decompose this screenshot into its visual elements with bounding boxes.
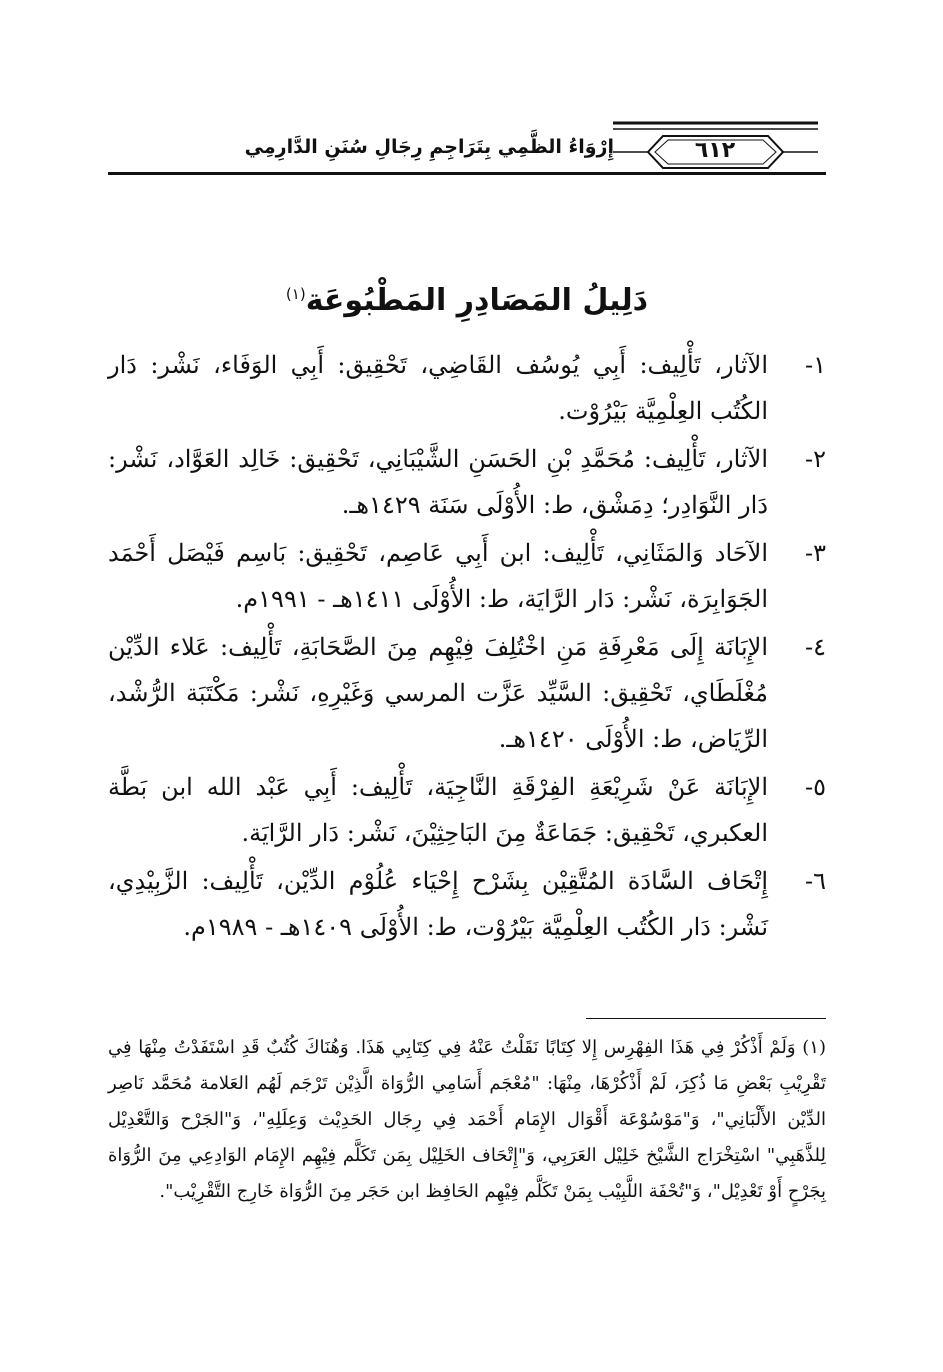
list-item [108,764,826,856]
list-item [108,342,826,434]
entry-text: إِتْحَاف السَّادَة المُتَّقِيْن بِشَرْح إِحْيَاء عُلُوْم الدِّيْن، تَأْلِيف: الزَّبِيْدِي، نَشْر: دَار الكُتُب العِلْمِيَّة بَيْرُوْت، ط: الأُوْلَى ١٤٠٩هـ - ١٩٨٩م. [108,867,768,941]
running-title: إِرْوَاءُ الظَّمِي بِتَرَاجِمِ رِجَالِ سُنَنِ الدَّارِمِي [244,136,614,158]
entry-number: ٥- [805,773,826,801]
entry-number: ٢- [805,445,826,473]
page-number-frame [613,118,818,178]
page-header [108,118,826,178]
list-item [108,436,826,528]
entry-text: الإِبَانَة إِلَى مَعْرِفَةِ مَنِ اخْتُلِفَ فِيْهِم مِنَ الصَّحَابَةِ، تَأْلِيف: عَلاء الدِّيْن مُغْلَطَاي، تَحْقِيق: السَّيِّد عَزَّت المرسي وَغَيْرِهِ، نَشْر: مَكْتَبَة الرُّشْد، الرِّيَاض، ط: الأُوْلَى ١٤٢٠هـ. [108,633,768,753]
footnote-divider [586,1018,826,1019]
entry-text: الآثار، تَأْلِيف: مُحَمَّدِ بْنِ الحَسَنِ الشَّيْبَانِي، تَحْقِيق: خَالِد العَوَّاد، نَشْر: دَار النَّوَادِر؛ دِمَشْق، ط: الأُوْلَى سَنَة ١٤٢٩هـ. [108,445,768,519]
page-number: ٦١٢ [694,138,736,163]
entry-text: الآحَاد وَالمَثَانِي، تَأْلِيف: ابن أَبِي عَاصِم، تَحْقِيق: بَاسِم فَيْصَل أَحْمَد الجَوَابِرَة، نَشْر: دَار الرَّايَة، ط: الأُوْلَى ١٤١١هـ - ١٩٩١م. [108,539,768,613]
list-item [108,530,826,622]
entry-text: الآثار، تَأْلِيف: أَبِي يُوسُف القَاضِي، تَحْقِيق: أَبِي الوَفَاء، نَشْر: دَار الكُتُب العِلْمِيَّة بَيْرُوْت. [108,351,768,425]
section-title [108,272,826,323]
entry-number: ١- [805,351,826,379]
list-item [108,624,826,762]
entry-text: الإِبَانَة عَنْ شَرِيْعَةِ الفِرْقَةِ النَّاجِيَة، تَأْلِيف: أَبِي عَبْد الله ابن بَطَّة العكبري، تَحْقِيق: جَمَاعَةٌ مِنَ البَاحِثِيْنَ، نَشْر: دَار الرَّايَة. [108,773,768,847]
sources-list [108,342,826,952]
section-title-text: دَلِيلُ المَصَادِرِ المَطْبُوعَة [305,283,649,318]
footnote-marker[interactable]: (١) [285,285,306,303]
entry-number: ٤- [805,633,826,661]
list-item [108,858,826,950]
header-rule [108,172,826,175]
entry-number: ٦- [805,867,826,895]
footnote: (١) وَلَمْ أَذْكُرْ فِي هَذَا الفِهْرِس إِلا كِتَابًا نَقَلْتُ عَنْهُ فِي كِتَابِي هَذَا. وَهُنَاكَ كُتُبٌ قَدِ اسْتَفَدْتُ مِنْهَا فِي تَقْرِيْبِ بَعْضِ مَا ذُكِرَ، لَمْ أَذْكُرْهَا، مِنْهَا: "مُعْجَم أَسَامِي الرُّوَاة الَّذِيْن تَرْجَم لَهُم العَلامة مُحَمَّد نَاصِر الدِّيْن الأَلْبَانِي"، وَ"مَوْسُوْعَة أَقْوَال الإِمَام أَحْمَد فِي رِجَال الحَدِيْث وَعِلَلِهِ"، وَ"الجَرْح وَالتَّعْدِيْل لِلذَّهَبِي" اسْتِخْرَاج الشَّيْخ خَلِيْل العَرَبِي، وَ"إِتْحَاف الخَلِيْل بِمَن تَكَلَّم فِيْهِم الإِمَام الوَادِعِي مِنَ الرُّوَاة بِجَرْحٍ أَوْ تَعْدِيْل"، وَ"تُحْفَة اللَّبِيْب بِمَنْ تَكَلَّم فِيْهِم الحَافِظ ابن حَجَر مِنَ الرُّوَاة خَارِج التَّقْرِيْب". [108,1037,826,1202]
entry-number: ٣- [805,539,826,567]
